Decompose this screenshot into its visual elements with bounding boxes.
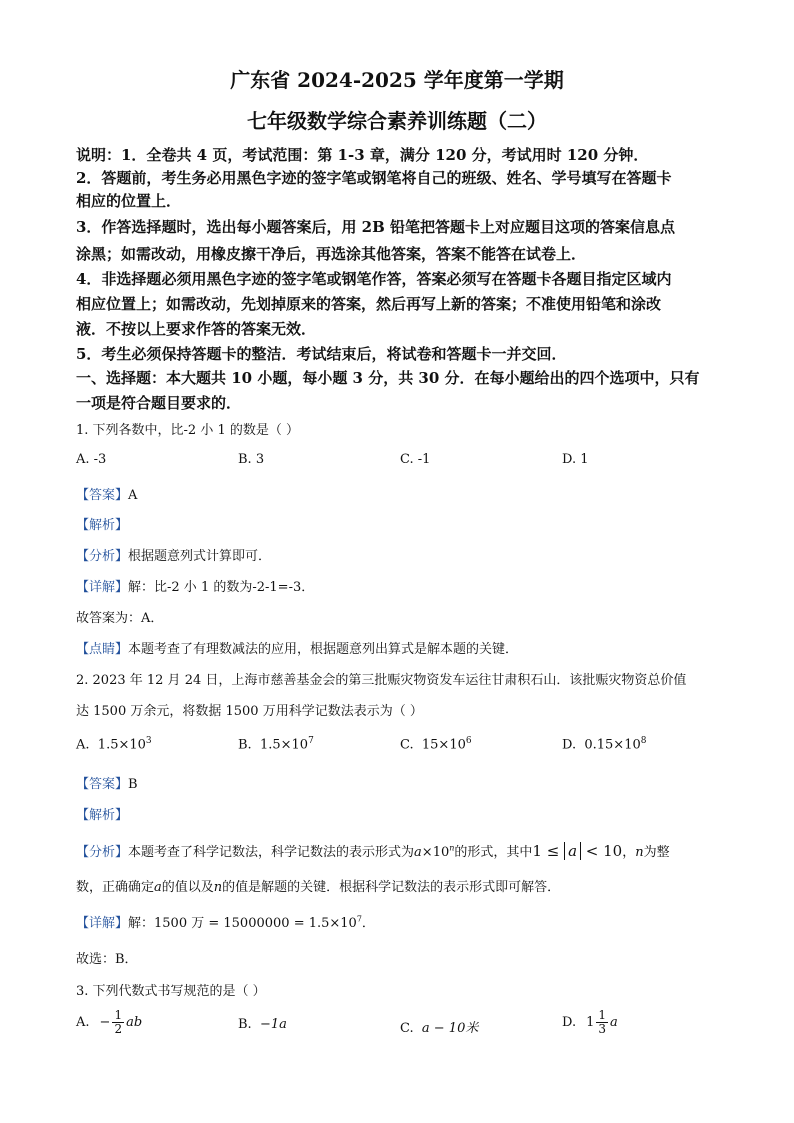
option-d: D. 1 bbox=[562, 452, 589, 467]
section-heading: 一项是符合题目要求的． bbox=[76, 394, 242, 412]
instruction-line: 说明：1．全卷共 4 页，考试范围：第 1-3 章，满分 120 分，考试用时 120 分钟． bbox=[76, 146, 649, 164]
answer-value: A bbox=[128, 488, 138, 503]
analysis-label: 【解析】 bbox=[76, 518, 129, 533]
option-b: B. 3 bbox=[238, 452, 265, 467]
fenxi-row bbox=[76, 545, 271, 564]
option-b: B. $1.5\times 10^7$ bbox=[238, 736, 314, 753]
option-c: C. -1 bbox=[400, 452, 431, 467]
exam-title: 广东省 2024-2025 学年度第一学期 bbox=[230, 68, 564, 92]
instruction-line: 涂黑；如需改动，用橡皮擦干净后，再选涂其他答案，答案不能答在试卷上． bbox=[76, 245, 587, 263]
fraction: $\frac{1}{2}$ bbox=[114, 1008, 123, 1036]
comment-text: 本题考查了有理数减法的应用，根据题意列出算式是解本题的关键． bbox=[128, 642, 519, 657]
detail-row: 【详解】解：1500 万 = $15000000 = 1.5\times 10^7$． bbox=[76, 914, 375, 931]
instruction-line: 相应位置上；如需改动，先划掉原来的答案，然后再写上新的答案；不准使用铅笔和涂改 bbox=[76, 295, 662, 313]
fenxi-text: 根据题意列式计算即可． bbox=[128, 549, 272, 564]
answer-label: 【答案】 bbox=[76, 488, 129, 503]
instruction-line: 相应的位置上． bbox=[76, 192, 182, 210]
option-a: A. − $\frac{1}{2}$ ab bbox=[76, 1008, 143, 1036]
instruction-line: 5．考生必须保持答题卡的整洁．考试结束后，将试卷和答题卡一并交回． bbox=[76, 345, 567, 363]
question-stem: 2. 2023 年 12 月 24 日，上海市慈善基金会的第三批赈灾物资发车运往甘肃积石山．该批赈灾物资总价值 bbox=[76, 673, 687, 688]
option-a: A. -3 bbox=[76, 452, 107, 467]
answer-label: 【答案】 bbox=[76, 777, 129, 792]
fenxi-row-2: 数，正确确定a的值以及n的值是解题的关键．根据科学记数法的表示形式即可解答． bbox=[76, 880, 561, 895]
option-b: B. −1a bbox=[238, 1017, 287, 1032]
option-d: D. 1 1 3 a bbox=[562, 1008, 618, 1036]
conclusion: 故答案为：A． bbox=[76, 611, 164, 626]
question-stem: 达 1500 万余元，将数据 1500 万用科学记数法表示为（ ） bbox=[76, 704, 423, 719]
question-stem: 3. 下列代数式书写规范的是（ ） bbox=[76, 984, 266, 999]
comment-row bbox=[76, 638, 518, 657]
section-heading: 一、选择题：本大题共 10 小题，每小题 3 分，共 30 分．在每小题给出的四个选项中，只有 bbox=[76, 369, 700, 387]
instruction-line: 2．答题前，考生务必用黑色字迹的签字笔或钢笔将自己的班级、姓名、学号填写在答题卡 bbox=[76, 169, 672, 187]
detail-label: 【详解】 bbox=[76, 580, 129, 595]
exam-subtitle: 七年级数学综合素养训练题（二） bbox=[247, 109, 547, 133]
fraction: 1 3 bbox=[598, 1008, 607, 1036]
instruction-line: 液．不按以上要求作答的答案无效． bbox=[76, 320, 317, 338]
analysis-label: 【解析】 bbox=[76, 808, 129, 823]
question-stem: 1. 下列各数中，比-2 小 1 的数是（ ） bbox=[76, 423, 299, 438]
fenxi-row: 【分析】本题考查了科学记数法，科学记数法的表示形式为$a\times 10^n$的形式，其中1 ≤ a < 10，n为整 bbox=[76, 842, 670, 860]
option-c: C. a − 10米 bbox=[400, 1021, 479, 1036]
option-d: D. $0.15\times 10^8$ bbox=[562, 736, 647, 753]
answer-value: B bbox=[128, 777, 138, 792]
comment-label: 【点睛】 bbox=[76, 642, 129, 657]
detail-text: 解：比-2 小 1 的数为-2-1=-3． bbox=[128, 580, 315, 595]
instruction-line: 4．非选择题必须用黑色字迹的签字笔或钢笔作答，答案必须写在答题卡各题目指定区域内 bbox=[76, 270, 672, 288]
conclusion: 故选：B． bbox=[76, 952, 138, 967]
instruction-line: 3．作答选择题时，选出每小题答案后，用 2B 铅笔把答题卡上对应题目这项的答案信息点 bbox=[76, 218, 676, 236]
answer-row bbox=[76, 773, 138, 792]
answer-row bbox=[76, 484, 137, 503]
option-c: C. $15\times 10^6$ bbox=[400, 736, 472, 753]
fenxi-label: 【分析】 bbox=[76, 549, 129, 564]
detail-row bbox=[76, 576, 314, 595]
option-a: A. $1.5\times 10^3$ bbox=[76, 736, 152, 753]
fenxi-label: 【分析】 bbox=[76, 845, 129, 860]
detail-label: 【详解】 bbox=[76, 916, 129, 931]
